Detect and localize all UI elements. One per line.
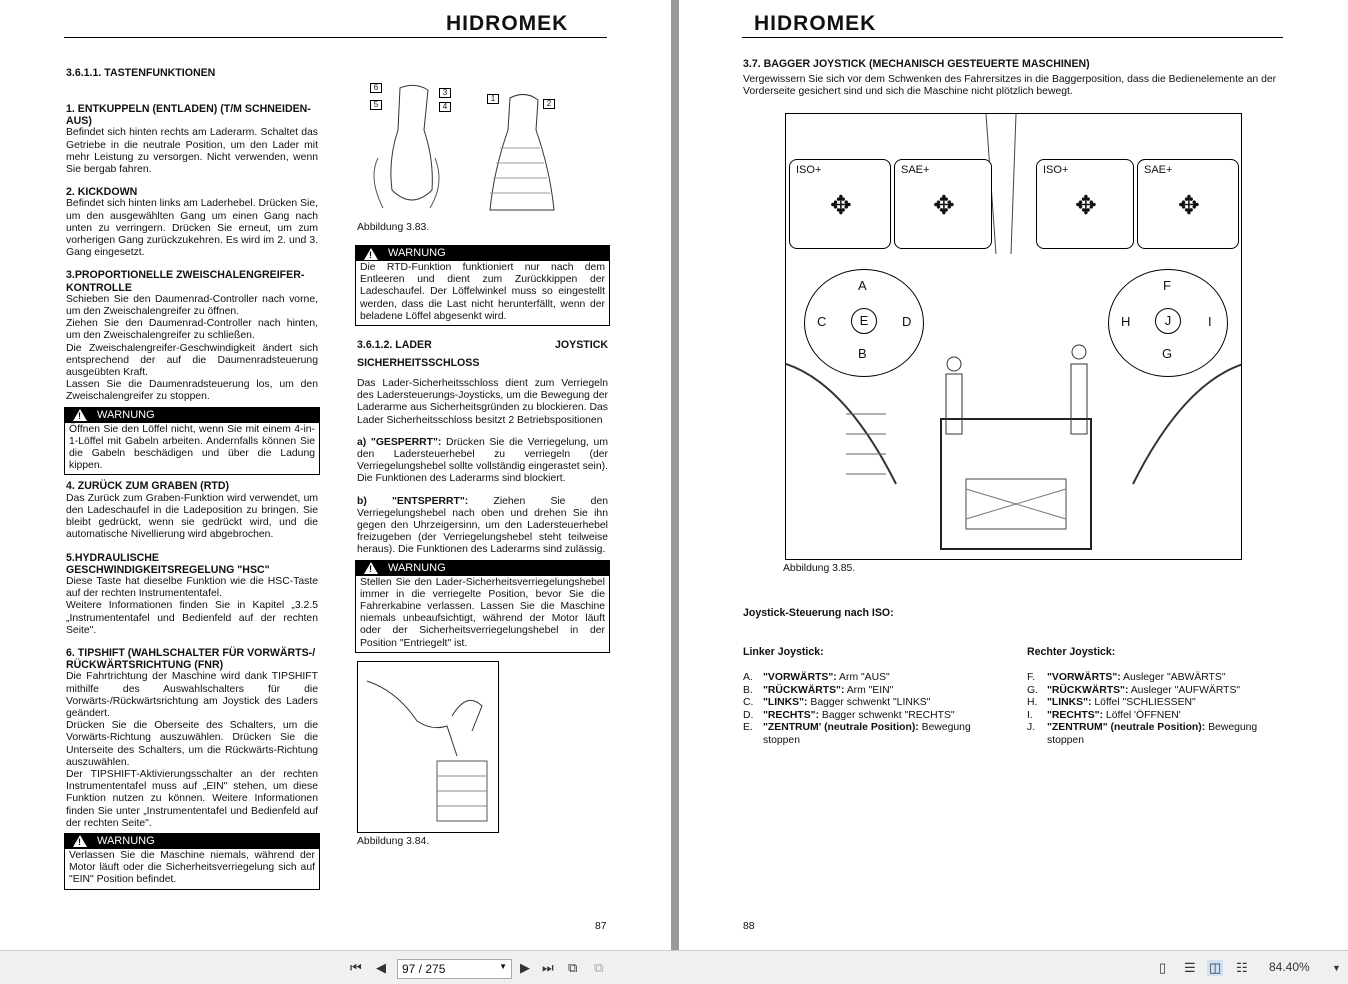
joystick-function-item [743,672,1005,685]
next-page-icon[interactable]: ▶ [520,960,530,975]
heading-5: 5.HYDRAULISCHE GESCHWINDIGKEITSREGELUNG "HSC" [66,551,270,576]
two-page-continuous-icon[interactable]: ☷ [1236,960,1248,975]
item-direction: "VORWÄRTS": [1047,672,1121,683]
joystick-function-item [743,710,1005,723]
item-direction: "RECHTS": [1047,709,1104,721]
option-text: Ziehen Sie den Verriegelungshebel nach oben und drehen Sie ihn gegen den Uhrzeigersinn, um den Ladersteuerhebel freizugeben (der Verriegelungshebel steht teilweise heraus). Die Funktionen des Laderarms sind zulässig. [357,495,609,556]
item-key: G. [1027,684,1038,696]
option-text: Drücken Sie die Verriegelung, um den Ladersteuerhebel zu verriegeln (der Verriegelungshebel sollte vollständig eingerastet sein). Die Funktionen des Laderarms sind blockiert. [357,436,608,485]
callout-label: 5 [370,100,382,110]
warning-icon [73,835,87,847]
excavator-cab-figure-3-85 [785,113,1242,560]
iso-heading: Joystick-Steuerung nach ISO: [743,607,894,619]
joystick-function-item [743,722,1005,747]
joystick-function-item [743,697,1005,710]
pattern-label: ISO+ [1043,164,1069,176]
left-joystick-list [743,672,1005,748]
figure-caption: Abbildung 3.83. [357,222,430,233]
item-action: Löffel "SCHLIESSEN" [1091,697,1196,709]
dial-label: B [858,346,867,361]
figure-caption: Abbildung 3.84. [357,835,430,847]
right-joystick-list [1027,672,1289,748]
dial-label: H [1121,314,1131,329]
pattern-card-sae [1137,159,1239,249]
right-joystick-heading: Rechter Joystick: [1027,646,1116,658]
item-key: E. [743,722,753,734]
callout-label: 1 [487,94,499,104]
chevron-down-icon[interactable]: ▼ [499,962,507,971]
para-2: Befindet sich hinten links am Laderhebel. Drücken Sie, um den ausgewählten Gang um einen Gang nach unten zu verringern. Drücken Sie erneut, um zum vorherigen Gang zurückzukehren. Es wird im 2. und 3. Gang eingesetzt. [66,198,318,259]
warning-box [355,245,610,326]
warning-label: WARNUNG [388,247,446,260]
dial-label: G [1162,346,1173,361]
right-joystick-dial [1108,269,1228,377]
next-view-icon[interactable]: ⧉ [594,960,604,975]
item-key: C. [743,697,754,709]
para-1: Befindet sich hinten rechts am Laderarm. Schaltet das Getriebe in die neutrale Position, um den Lader mit mehr Leistung zu versorgen. Nicht verwenden, wenn Sie bergab fahren. [66,127,318,176]
continuous-view-icon[interactable]: ☰ [1184,960,1196,975]
callout-label: 3 [439,88,451,98]
header-rule [742,37,1283,38]
header-rule [64,37,607,38]
item-key: F. [1027,672,1036,683]
heading-2: 2. KICKDOWN [66,186,138,199]
hidromek-logo: HIDROMEK [754,12,877,35]
excavator-arrows-icon: ✥ [1178,190,1200,220]
dial-label: F [1163,278,1171,293]
heading-1: 1. ENTKUPPELN (ENTLADEN) (T/M SCHNEIDEN-AUS) [66,103,311,128]
callout-label: 2 [543,99,555,109]
warning-text: Die RTD-Funktion funktioniert nur nach dem Entleeren und dient zum Zurückkippen der Ladeschaufel. Der Löffelwinkel muss so eingestellt werden, dass die Last nicht herunterfällt, wenn der beladene Löffel abgesenkt wird. [360,262,605,322]
joystick-function-item [1027,697,1289,710]
para-6a: Die Fahrtrichtung der Maschine wird dank TIPSHIFT mithilfe des Auswahlschalters für die Vorwärts-/Rückwärtsrichtung am Joystick des Laders geändert. [66,671,318,719]
para-lock: Das Lader-Sicherheitsschloss dient zum Verriegeln des Ladersteuerungs-Joysticks, um die Bewegung der Laderarme aus Sicherheitsgründen zu blockieren. Das Lader Sicherheitsschloss besitzt 2 Betriebspositionen [357,378,608,426]
hidromek-logo: HIDROMEK [446,12,569,35]
warning-text: Verlassen Sie die Maschine niemals, während der Motor läuft oder die Sicherheitsverriegelung sich auf "EIN" Position befindet. [69,849,315,886]
item-action: Ausleger "ABWÄRTS" [1120,672,1226,683]
dial-label: I [1208,314,1212,329]
item-direction: "RECHTS": [763,709,820,721]
warning-icon [364,248,378,260]
heading-part: 3.6.1.2. LADER [357,339,432,352]
joystick-function-item [1027,672,1289,685]
warning-text: Stellen Sie den Lader-Sicherheitsverriegelungshebel immer in die verriegelte Position, bevor Sie die Fahrerkabine verlassen. Lassen Sie die Maschine niemals unbeaufsichtigt, während der Motor läuft oder der Sicherheitsverriegelungshebel in der Position "Entriegelt" ist. [360,576,605,649]
para-5a: Diese Taste hat dieselbe Funktion wie die HSC-Taste auf der rechten Instrumententafel. [66,575,318,600]
item-direction: "LINKS": [1047,697,1092,709]
pattern-card-iso [789,159,891,249]
page-field-value: 97 / 275 [402,962,446,976]
section-title: 3.6.1.1. TASTENFUNKTIONEN [66,67,216,79]
right-column [357,242,608,847]
left-joystick-dial [804,269,924,377]
dial-label: J [1155,308,1181,334]
para-6c: Der TIPSHIFT-Aktivierungsschalter an der rechten Instrumententafel muss auf „EIN" stehen, um diese Funktion nutzen zu können. Weitere Informationen finden Sie unter „Instrumententafel und Bedienfeld auf der rechten Seite". [66,768,318,829]
para-3c: Die Zweischalengreifer-Geschwindigkeit ändert sich entsprechend der auf die Daumenradsteuerung ausgeübten Kraft. [66,342,318,379]
item-action: Arm "AUS" [836,672,890,683]
warning-box [355,560,610,653]
para-3b: Ziehen Sie den Daumenrad-Controller nach hinten, um den Zweischalengreifer zu schließen. [66,318,318,342]
warning-label: WARNUNG [97,835,155,848]
para-4: Das Zurück zum Graben-Funktion wird verwendet, um den Ladeschaufel in die Ladeposition zu bringen. Sie bleibt gedrückt, wenn sie gedrückt wird, und die automatische Nivellierung wird abgebrochen. [66,492,318,541]
excavator-arrows-icon: ✥ [1075,190,1097,220]
previous-page-icon[interactable]: ◀ [376,960,386,975]
item-direction: "RÜCKWÄRTS": [763,684,845,696]
excavator-arrows-icon: ✥ [933,190,955,220]
heading-part: SICHERHEITSSCHLOSS [357,357,480,370]
item-key: D. [743,709,754,721]
option-label: b) "ENTSPERRT": [357,495,469,507]
item-direction: "ZENTRUM" (neutrale Position): [1047,722,1206,734]
callout-label: 6 [370,83,382,93]
zoom-dropdown-icon[interactable]: ▼ [1332,963,1341,973]
item-action: Bagger schwenkt "RECHTS" [819,709,955,721]
page-number: 88 [743,921,755,932]
left-column [66,103,318,895]
page-87 [0,0,671,950]
last-page-icon[interactable]: ⏭ [542,960,554,975]
dial-label: D [902,314,912,329]
warning-label: WARNUNG [97,409,155,422]
heading-6: 6. TIPSHIFT (WAHLSCHALTER FÜR VORWÄRTS-/ RÜCKWÄRTSRICHTUNG (FNR) [66,646,316,672]
item-action: Arm "EIN" [844,684,894,696]
previous-view-icon[interactable]: ⧉ [568,960,578,975]
item-direction: "ZENTRUM' (neutrale Position): [763,722,919,734]
dial-label: A [858,278,867,293]
item-direction: "VORWÄRTS": [763,672,837,683]
pdf-viewer-toolbar [0,950,1348,984]
joystick-function-item [743,685,1005,698]
pattern-card-iso [1036,159,1134,249]
joystick-function-item [1027,685,1289,698]
heading-3: 3.PROPORTIONELLE ZWEISCHALENGREIFER-KONTROLLE [66,269,305,294]
item-key: H. [1027,697,1038,709]
para-6b: Drücken Sie die Oberseite des Schalters, um die Vorwärts-Richtung auszuwählen. Drücken Sie die Unterseite des Schalters, um die Rückwärts-Richtung auszuwählen. [66,720,318,768]
item-action: Bewegung stoppen [1047,722,1258,746]
joystick-function-item [1027,722,1289,747]
item-direction: "RÜCKWÄRTS": [1047,684,1129,696]
pattern-card-sae [894,159,992,249]
page-number-input[interactable] [397,959,512,979]
page-number: 87 [595,921,607,932]
item-key: J. [1027,722,1036,734]
heading-part: JOYSTICK [555,339,608,352]
warning-box [64,833,320,890]
figure-caption: Abbildung 3.85. [783,563,856,574]
pattern-label: SAE+ [1144,164,1173,176]
para-3a: Schieben Sie den Daumenrad-Controller nach vorne, um den Zweischalengreifer zu öffnen. [66,293,318,318]
left-joystick-heading: Linker Joystick: [743,646,824,658]
para-5b: Weitere Informationen finden Sie in Kapitel „3.2.5 „Instrumententafel und Bedienfeld auf der rechten Seite". [66,600,318,636]
intro-text: Vergewissern Sie sich vor dem Schwenken des Fahrersitzes in die Baggerposition, dass die Bedienelemente an der Vorderseite gesichert sind und sich die Maschine nicht plötzlich bewegt. [743,74,1277,98]
option-label: a) "GESPERRT": [357,436,442,448]
item-action: Bewegung stoppen [763,722,971,746]
pattern-label: ISO+ [796,164,822,176]
item-key: I. [1027,709,1033,721]
item-action: Ausleger "AUFWÄRTS" [1128,684,1241,696]
dial-label: E [851,308,877,334]
joystick-function-item [1027,710,1289,723]
item-direction: "LINKS": [763,697,808,709]
item-key: B. [743,684,753,696]
warning-icon [73,409,87,421]
excavator-arrows-icon: ✥ [830,190,852,220]
page-88 [679,0,1348,950]
callout-label: 4 [439,102,451,112]
dial-label: C [817,314,827,329]
item-action: Bagger schwenkt "LINKS" [807,697,931,709]
warning-box [64,407,320,476]
warning-icon [364,562,378,574]
pattern-label: SAE+ [901,164,930,176]
two-page-view-icon[interactable]: ◫ [1209,960,1222,975]
joystick-hand-figure-3-84 [357,661,499,833]
item-action: Löffel 'ÖFFNEN' [1103,709,1181,721]
heading-4: 4. ZURÜCK ZUM GRABEN (RTD) [66,480,230,493]
warning-text: Öffnen Sie den Löffel nicht, wenn Sie mit einem 4-in-1-Löffel mit Gabeln arbeiten. Andernfalls können Sie die Gabeln beschädigen und über die Ladung kippen. [69,423,315,472]
section-title: 3.7. BAGGER JOYSTICK (MECHANISCH GESTEUERTE MASCHINEN) [743,58,1090,70]
item-key: A. [743,672,753,683]
first-page-icon[interactable]: ⏮ [350,960,362,975]
single-page-view-icon[interactable]: ▯ [1159,960,1167,975]
para-3d: Lassen Sie die Daumenradsteuerung los, um den Zweischalengreifer zu stoppen. [66,379,318,403]
warning-label: WARNUNG [388,562,446,575]
zoom-level[interactable]: 84.40% [1269,960,1310,974]
